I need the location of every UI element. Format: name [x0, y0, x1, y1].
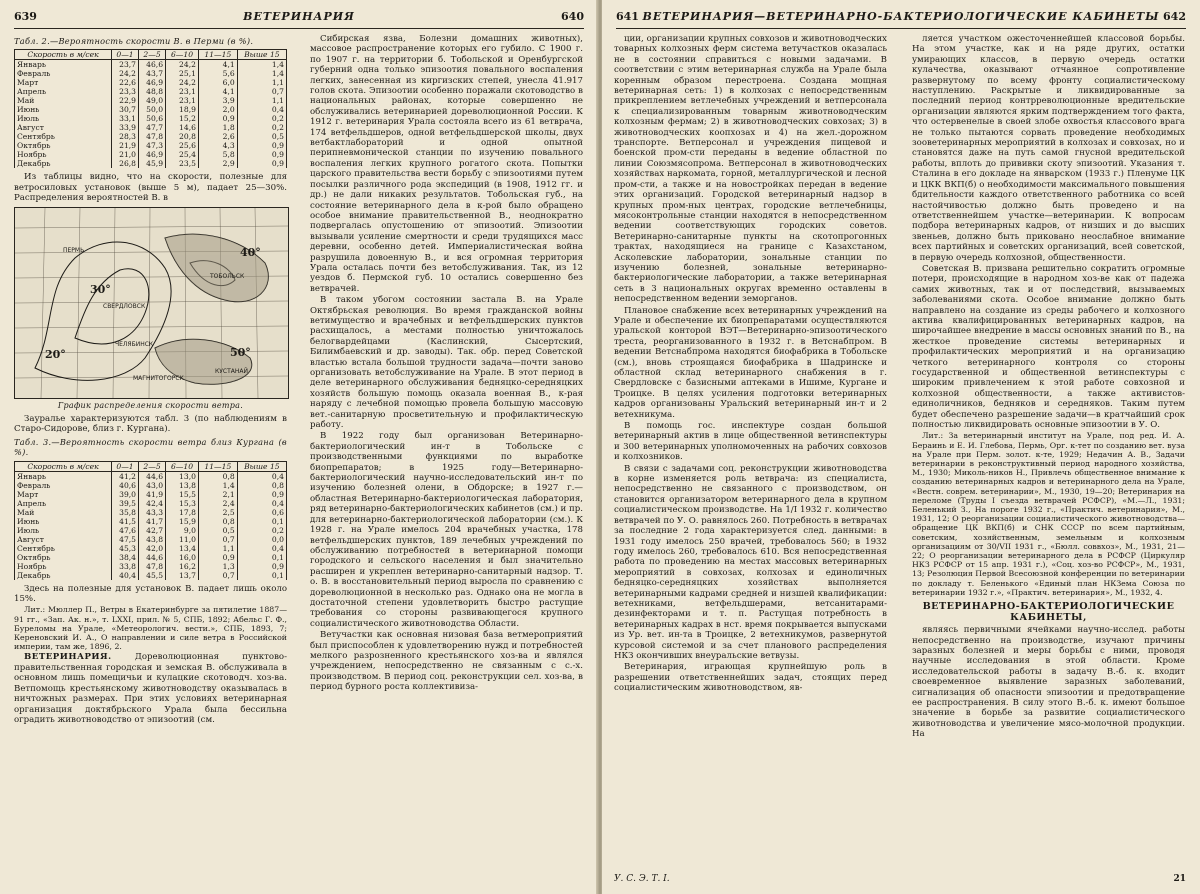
veterinary-paragraph-9: Ветеринария, играющая крупнейшую роль в разрешении ответственнейших задач, стоящих перед социалистическим животноводством, яв- [614, 662, 887, 694]
left-running-header [14, 10, 584, 29]
footer-signature: У. С. Э. Т. I. [614, 874, 670, 884]
veterinary-paragraph-2: В таком убогом состоянии застала В. на Урале Октябрьская революция. Во время гражданской войны ветимущество и врачебных и ветфельдшерских пунктов расхищалось, а местами полностью уничтожалось белогвардейцами (Каслинский, Сысертский, Билимбаевский и др. заводы). Так. обр. перед Советской властью встала большой трудности задача—почти заново организовать ветобслуживание на Урале. В этот период в деле ветеринарного обслуживания бедняцко-середняцких хозяйств большую помощь оказала военная В., к-рая наряду с лечебной помощью провела большую массовую вет.-санитарную просветительную и профилактическую работу. [310, 295, 583, 431]
veterinary-paragraph-5: ции, организации крупных совхозов и животноводческих товарных колхозных ферм система ветучастков оказалась не в состоянии справиться с новыми задачами. В соответствии с этим ветеринарная служба на Урале была коренным образом перестроена. Создана мощная ветеринарная сеть: 1) в колхозах с непосредственным прикреплением ветлечебных учреждений и ветперсонала к специализированным товарным животноводческим колхозным фермам; 2) в животноводческих совхозах; 3) в животноводческих коопхозах и 4) на жел.-дорожном транспорте. Ветперсонал и учреждения пищевой и боенской пром-сти переданы в ведение областной по линии Союзмясопрома. Ветперсонал в животноводческих хозяйствах наркомата, горной, металлургической и лесной пром-сти, а также и на новостройках передан в ведение этих организаций. Городской ветеринарный надзор в крупных пром-ных центрах, городские ветлечебницы, мясоконтрольные станции находятся в непосредственном ведении соответствующих городских советов. Ветеринарно-санитарные пункты на скотопрогонных трактах, находящиеся на границе с Казахстаном, Асколевские лаборатории, зональные станции по изучению болезней, зональные ветеринарно-бактериологические лаборатории, а также ветеринарная сеть в 3 национальных округах временно оставлены в непосредственном ведении земорганов. [614, 34, 887, 305]
veterinary-paragraph-6: Плановое снабжение всех ветеринарных учреждений на Урале и обеспечение их биопрепаратами осуществляются уральской конторой ВЭТ—Ветеринарно-эпизоотического треста, реорганизованного в 1932 г. в Ветснабпром. В ведении Ветснабпрома находятся биофабрика в Тобольске (см.), вновь строящаяся биофабрика в Шадринске и областной склад ветеринарного снабжения в г. Свердловске с базисными аптеками в Ишиме, Кургане и Троицке. В целях усиления подготовки ветеринарных кадров организованы Уральский ветеринарный ин-т и 2 ветехникума. [614, 305, 887, 420]
wind-paragraph-3: Здесь на полезные для установок В. падает лишь около 15%. [14, 583, 287, 605]
table2-cell: 49,0 [139, 96, 166, 105]
table2-cell: 21,0 [112, 150, 139, 159]
table2-cell: 26,8 [112, 159, 139, 168]
table3-cell: 44,6 [139, 471, 166, 481]
table2-cell: 1,4 [237, 69, 286, 78]
table2-cell: 14,6 [166, 123, 199, 132]
table2-cell: Ноябрь [15, 150, 112, 159]
table2-cell: 0,9 [237, 150, 286, 159]
table3-cell: 16,2 [166, 562, 199, 571]
table3-cell: 16,0 [166, 553, 199, 562]
table3-cell: 40,4 [112, 571, 139, 580]
table2-row [15, 132, 287, 141]
table2-cell: 23,1 [166, 87, 199, 96]
table2-cell: Февраль [15, 69, 112, 78]
map-label-city: ТОБОЛЬСК [210, 272, 245, 280]
table2-cell: 33,9 [112, 123, 139, 132]
table2-row [15, 123, 287, 132]
table3-cell: 0,1 [237, 571, 286, 580]
section-title-veterinary: ВЕТЕРИНАРИЯ. [24, 652, 112, 663]
table2-cell: 5,8 [198, 150, 237, 159]
table2-cell: Март [15, 78, 112, 87]
page-number-641: 641 [616, 10, 639, 23]
table2-cell: 33,1 [112, 114, 139, 123]
table3-cell: 47,8 [139, 562, 166, 571]
table2-cell: Июнь [15, 105, 112, 114]
table3-caption: Табл. 3.—Вероятность скорости ветра близ Кургана (в %). [14, 436, 287, 458]
table3-cell: 0,1 [237, 553, 286, 562]
table2-cell: 0,9 [198, 114, 237, 123]
table2-cell: 24,2 [112, 69, 139, 78]
table3-cell: Июль [15, 526, 112, 535]
wind-paragraph-2: Зауралье характеризуются табл. 3 (по наблюдениям в Старо-Сидорове, близ г. Кургана). [14, 414, 287, 435]
map-label-city: КУСТАНАЙ [215, 367, 248, 375]
table3-cell: 2,5 [198, 508, 237, 517]
table3-cell: 41,5 [112, 517, 139, 526]
table2-cell: 0,2 [237, 123, 286, 132]
table2-cell: Апрель [15, 87, 112, 96]
column-2 [310, 34, 583, 694]
table3-cell: 13,4 [166, 544, 199, 553]
table3-cell: 41,7 [139, 517, 166, 526]
table3-row [15, 562, 287, 571]
table2-cell: 4,1 [198, 87, 237, 96]
table2-cell: Октябрь [15, 141, 112, 150]
map-isoline-value: 40° [240, 245, 261, 259]
table3-cell: 0,1 [237, 517, 286, 526]
table2-row [15, 78, 287, 87]
table2-cell: 46,6 [139, 60, 166, 70]
left-page [0, 0, 598, 894]
table3-cell: 38,4 [112, 553, 139, 562]
table3-cell: 9,0 [166, 526, 199, 535]
table2-cell: 1,4 [237, 60, 286, 70]
veterinary-paragraph-8: В связи с задачами соц. реконструкции животноводства в корне изменяется роль ветврача: из специалиста, непосредственно не связанного с производством, он становится организатором ветеринарного дела в крупном социалистическом производстве. На 1/I 1932 г. количество ветврачей по У. О. равнялось 260. Потребность в ветврачах за последние 2 года характеризуется след. данными: в 1931 году имелось 250 врачей, требовалось 560; в 1932 году имелось 260, требовалось 610. Вся непосредственная работа по проведению на местах массовых ветеринарных мероприятий в совхозах, колхозах и единоличных бедняцко-середняцких хозяйствах выполняется ветеринарными кадрами средней и низшей квалификации: ветехниками, ветфельдшерами, ветсанитарами-дезинфекторами и т. п. Растущая потребность в ветеринарных кадрах в нст. время покрывается выпусками из Ур. вет. ин-та в Троицке, 2 ветехникумов, развернутой курсовой системой и за счет планового распределения НКЗ окончивших внеуральские ветвузы. [614, 463, 887, 661]
table3-cell: Февраль [15, 481, 112, 490]
table3-row [15, 471, 287, 481]
table2-caption: Табл. 2.—Вероятность скорости В. в Перми (в %). [14, 36, 254, 46]
table3-cell: 47,5 [112, 535, 139, 544]
table3-cell: 0,9 [198, 553, 237, 562]
map-isoline-value: 20° [45, 347, 66, 361]
table3-cell: 0,0 [237, 535, 286, 544]
table3-cell: 0,7 [198, 535, 237, 544]
table3-cell: 2,4 [198, 499, 237, 508]
map-label-city: ЧЕЛЯБИНСК [115, 340, 154, 348]
literature-veterinary: Лит.: За ветеринарный институт на Урале, под ред. И. А. Бераинь и Е. И. Глебова, Пермь, Орг. к-тет по созданию вет. вуза на Урале при Перм. золот. к-те, 1929; Недачин А. В., Задачи ветеринарии в реконструктивный период народного хозяйства, М., 1930; Миколь-ников Н., Привлечь общественное внимание к созданию ветеринарных кадров и ветеринарного дела на Урале, «Вестн. соврем. ветеринарии», М., 1930, 19—20; Ветеринария на переломе (Труды I съезда ветврачей РСФСР), «М.—Л., 1931; Беленький З., На пороге 1932 г., «Практич. ветеринария», М., 1931, 12; О реорганизации социалистического животноводства—обращение ЦК ВКП(б) и СНК СССР по всем партийным, советским, хозяйственным, земельным и колхозным организациям от 30/VII 1931 г., «Бюлл. соввхоз», М., 1931, 21—22; О реорганизации ветеринарного дела в РСФСР (Циркуляр НКЗ РСФСР от 15 апр. 1931 г.), «Соц. хоз-во РСФСР», М., 1931, 13; Резолюция Первой Всесоюзной конференции по ветеринарии по докладу т. Беленького «Единый план НКЗема Союза по ветеринарии 1932 г.», «Практич. ветеринария», М., 1932, 4. [912, 431, 1185, 597]
veterinary-intro-text: Дореволюционная пунктово-правительственная городская и земская В. обслуживала в основном лишь помещичьи и кулацкие скотоводч. хоз-ва. Ветпомощь крестьянскому животноводству оказывалась в ничтожных размерах. При этих условиях ветеринарная организация доктябрьского Урала была бессильна оградить животноводство от эпизоотий (см. [14, 652, 288, 725]
table3-cell: Март [15, 490, 112, 499]
table3-cell: Май [15, 508, 112, 517]
table3-cell: 1,4 [198, 481, 237, 490]
table3-cell: 0,7 [198, 571, 237, 580]
veterinary-paragraph-4: Ветучастки как основная низовая база ветмероприятий был приспособлен к удовлетворению нужд и потребностей мелкого разрозненного крестьянского хоз-ва и являлся учреждением, непосредственно не связанным с с.-х. производством. В период соц. реконструкции сел. хоз-ва, в период бурного роста коллективиза- [310, 630, 583, 693]
page-number-642: 642 [1163, 10, 1186, 23]
table3-cell: 42,0 [139, 544, 166, 553]
column-4 [912, 34, 1185, 741]
table3-cell: 45,3 [112, 544, 139, 553]
table3-cell: Октябрь [15, 553, 112, 562]
table2-row [15, 159, 287, 168]
map-isoline-value: 50° [230, 345, 251, 359]
table2-cell: 5,6 [198, 69, 237, 78]
right-running-header [616, 10, 1186, 29]
table3-cell: Июнь [15, 517, 112, 526]
table2-cell: 20,8 [166, 132, 199, 141]
table2-cell: 25,1 [166, 69, 199, 78]
section-heading-bacteriological-cabinets: ВЕТЕРИНАРНО-БАКТЕРИОЛОГИЧЕСКИЕ КАБИНЕТЫ, [922, 601, 1175, 624]
table2-cell: 46,9 [139, 78, 166, 87]
table3-cell: 45,5 [139, 571, 166, 580]
table2-cell: 24,2 [166, 60, 199, 70]
table3-row [15, 490, 287, 499]
table2-cell: 24,2 [166, 78, 199, 87]
table3-cell: 11,0 [166, 535, 199, 544]
table2-row [15, 69, 287, 78]
table3-cell: 0,5 [198, 526, 237, 535]
table2-header-cell: Выше 15 [237, 50, 286, 60]
table3-cell: 2,1 [198, 490, 237, 499]
literature-wind: Лит.: Мюллер П., Ветры в Екатеринбурге за пятилетие 1887—91 гг., «Зап. Ак. н.», т. LXXI, прил. № 5, СПБ, 1892; Абельс Г. Ф., Буреломы на Урале, «Метеорологич. вести.», СПБ, 1893, 7; Кереновский И. А., О направлении и силе ветра в Российской империи, там же, 1896, 2. [14, 605, 287, 652]
table2-row [15, 114, 287, 123]
map-isoline-value: 30° [90, 282, 111, 296]
table3-cell: Август [15, 535, 112, 544]
wind-paragraph-1: Из таблицы видно, что на скорости, полезные для ветросиловых установок (выше 5 м), падает 25—30%. Распределения вероятностей В. в [14, 172, 287, 204]
table3-cell: 35,8 [112, 508, 139, 517]
table2-cell: 25,4 [166, 150, 199, 159]
column-3 [614, 34, 887, 695]
table3-cell: Ноябрь [15, 562, 112, 571]
table2-cell: 1,1 [237, 78, 286, 87]
veterinary-paragraph-1: Сибирская язва, Болезни домашних животных), массовое распространение которых его губило. С 1900 г. по 1907 г. на территории б. Тобольской и Оренбургской губерний одна только эпизоотия повального воспаления легких, занесенная из киргизских степей, унесла 41.917 голов скота. Эпизоотии особенно поражали скотоводство в национальных районах, которые совершенно не обслуживались ветеринарией дореволюционной России. К 1912 г. ветеринария Урала состояла всего из 61 ветврача, 174 ветфельдшеров, одной ветфельдшерской школы, двух ветбактлабораторий и одной опытной перипневмонической станции по изучению повального воспаления легких крупного рогатого скота. Попытки царского правительства вести борьбу с эпизоотиями путем посылки различного рода экспедиций (в 1908, 1912 гг. и др.) не дали никаких результатов. Тобольская губ., на состояние ветеринарного дела в к-рой было обращено особое внимание правительственной В., неоднократно подвергалась опустошению от эпизоотий. Эпизоотии вызывали усиление смертности и среди трудящихся масс деревни, особенно детей. Империалистическая война разрушила довоенную В., и вся огромная территория Урала осталась почти без ветобслуживания. Так, из 12 уездов б. Пермской губ. 10 остались совершенно без ветврачей. [310, 34, 583, 294]
table3-row [15, 535, 287, 544]
table2-header-cell: 0—1 [112, 50, 139, 60]
veterinary-paragraph-11: Советская В. призвана решительно сократить огромные потери, происходящие в народном хоз-ве как от падежа самих животных, так и от последствий, вызываемых заболеваниями скота. Особое внимание должно быть направлено на создание из среды рабочего и колхозного актива квалифицированных ветеринарных кадров, на широчайшее внедрение в массы основных знаний по В., на жесткое проведение системы ветеринарных и профилактических мероприятий и на организацию четкого ветеринарного контроля со стороны государственной и общественной ветинспектуры с широким привлечением к этой работе совхозной и колхозной общественности, а также активистов-единоличников, бедняков и середняков. Таким путем будет обеспечено разрешение задачи—в кратчайший срок полностью ликвидировать основные эпизоотии в У. О. [912, 263, 1185, 431]
table3-header-cell: 0—1 [112, 461, 139, 471]
table2-cell: 18,9 [166, 105, 199, 114]
table3-cell: 43,8 [139, 535, 166, 544]
table2-cell: 23,3 [112, 87, 139, 96]
table2-cell: 2,0 [198, 105, 237, 114]
table3-cell: 1,1 [198, 544, 237, 553]
table3-row [15, 508, 287, 517]
table3-cell: 0,9 [237, 562, 286, 571]
page-number-639: 639 [14, 10, 37, 23]
table2-cell: 22,9 [112, 96, 139, 105]
table3-header-cell: Выше 15 [237, 461, 286, 471]
table2-cell: Май [15, 96, 112, 105]
table2-cell: Январь [15, 60, 112, 70]
table3-header-cell: 2—5 [139, 461, 166, 471]
table2-cell: 3,9 [198, 96, 237, 105]
table2-cell: 50,0 [139, 105, 166, 114]
table3-cell: 0,8 [198, 471, 237, 481]
table3-cell: 47,6 [112, 526, 139, 535]
table3-cell: 44,6 [139, 553, 166, 562]
table3-header-cell: Скорость в м/сек [15, 461, 112, 471]
table2-cell: 50,6 [139, 114, 166, 123]
table2-cell: Сентябрь [15, 132, 112, 141]
map-caption: График распределения скорости ветра. [57, 400, 244, 410]
table2-cell: 0,4 [237, 105, 286, 114]
table3-cell: 0,8 [237, 481, 286, 490]
table2-cell: 21,9 [112, 141, 139, 150]
table3-cell: 0,9 [237, 490, 286, 499]
table2-cell: 47,3 [139, 141, 166, 150]
table3-cell: Декабрь [15, 571, 112, 580]
table3-cell: 0,4 [237, 471, 286, 481]
table2-cell: 4,3 [198, 141, 237, 150]
table2-cell: 0,9 [237, 141, 286, 150]
table3-cell: 15,5 [166, 490, 199, 499]
table3-body [15, 471, 287, 580]
table2-header-cell: 6—10 [166, 50, 199, 60]
veterinary-paragraph-10: ляется участком ожесточеннейшей классовой борьбы. На этом участке, как и на ряде других, остатки умирающих классов, в первую очередь остатки кулачества, оказывают отчаянное сопротивление развернутому по всему фронту социалистическому наступлению. Раскрытые и ликвидированные за последний период контрреволюционные вредительские организации являются ярким подтверждением того факта, что остервенелые в своей злобе охвостья классового врага не только пытаются сорвать проведение необходимых зооветеринарных мероприятий в колхозах и совхозах, но и становятся даже на путь самой гнусной вредительской работы, вплоть до прививки скоту эпизоотий. Указания т. Сталина в его докладе на январском (1933 г.) Пленуме ЦК и ЦКК ВКП(б) о необходимости максимального повышения бдительности каждого ответственного работника со всей настойчивостью должно быть проведено и на ответственнейшем участке—ветеринарии. К вопросам подбора ветеринарных кадров, от низших и до высших звеньев, должно быть приковано неослабное внимание всех партийных и советских организаций, всей советской, в первую очередь колхозной, общественности. [912, 34, 1185, 263]
map-label-city: ПЕРМЬ [63, 246, 85, 254]
table2-row [15, 96, 287, 105]
table3-cell: 15,3 [166, 499, 199, 508]
table3-cell: 39,5 [112, 499, 139, 508]
table2 [14, 49, 287, 168]
table3-cell: 17,8 [166, 508, 199, 517]
table3-cell: 42,7 [139, 526, 166, 535]
table2-row [15, 105, 287, 114]
table2-cell: Декабрь [15, 159, 112, 168]
table3-header-cell: 6—10 [166, 461, 199, 471]
table3-row [15, 499, 287, 508]
table2-cell: 0,9 [237, 159, 286, 168]
table3-cell: 0,4 [237, 544, 286, 553]
table3-cell: 41,2 [112, 471, 139, 481]
table3-cell: 43,3 [139, 508, 166, 517]
table2-cell: 6,0 [198, 78, 237, 87]
table3-row [15, 544, 287, 553]
table3-cell: 13,0 [166, 471, 199, 481]
table2-body [15, 60, 287, 169]
table2-row [15, 60, 287, 70]
table3-cell: 0,6 [237, 508, 286, 517]
table3-cell: 42,4 [139, 499, 166, 508]
page-number-640: 640 [561, 10, 584, 23]
table3-cell: Апрель [15, 499, 112, 508]
table3-cell: 0,8 [198, 517, 237, 526]
table3-cell: 33,8 [112, 562, 139, 571]
table2-cell: 47,8 [139, 132, 166, 141]
table2-row [15, 87, 287, 96]
table2-cell: 2,9 [198, 159, 237, 168]
table2-cell: 46,9 [139, 150, 166, 159]
table3 [14, 461, 287, 580]
table2-cell: 0,7 [237, 87, 286, 96]
table3-cell: 0,4 [237, 499, 286, 508]
table3-row [15, 526, 287, 535]
map-label-city: СВЕРДЛОВСК [103, 302, 146, 310]
table2-cell: 22,6 [112, 78, 139, 87]
table3-cell: 41,9 [139, 490, 166, 499]
table2-cell: 43,7 [139, 69, 166, 78]
veterinary-intro [14, 652, 287, 725]
table2-header-cell: 11—15 [198, 50, 237, 60]
table3-row [15, 481, 287, 490]
table2-cell: 23,1 [166, 96, 199, 105]
map-label-city: МАГНИТОГОРСК [133, 374, 184, 382]
table3-row [15, 553, 287, 562]
table2-cell: 48,8 [139, 87, 166, 96]
right-page [602, 0, 1200, 894]
table2-cell: 23,7 [112, 60, 139, 70]
table2-row [15, 141, 287, 150]
cabinets-paragraph: являясь первичными ячейками научно-исслед. работы непосредственно на производстве, изучают причины заразных болезней и меры борьбы с ними, проводя научные исследования в этой области. Кроме исследовательской работы в задачу В.-б. к. входит своевременное выявление заразных заболеваний, сигнализация об опасности эпизоотии и предотвращение ее распространения. В силу этого В.-б. к. имеют большое значение в борьбе за развитие социалистического животноводства и увеличение мясо-молочной продукции. На [912, 625, 1185, 740]
table3-cell: 43,0 [139, 481, 166, 490]
table2-cell: 45,9 [139, 159, 166, 168]
table2-cell: 1,8 [198, 123, 237, 132]
wind-distribution-map [14, 207, 289, 399]
left-running-title: ВЕТЕРИНАРИЯ [243, 10, 355, 23]
table2-cell: 23,5 [166, 159, 199, 168]
table3-cell: Сентябрь [15, 544, 112, 553]
table3-row [15, 517, 287, 526]
table3-cell: 0,2 [237, 526, 286, 535]
table2-cell: 0,5 [237, 132, 286, 141]
table2-cell: 1,1 [237, 96, 286, 105]
table2-cell: 0,2 [237, 114, 286, 123]
table3-cell: 13,7 [166, 571, 199, 580]
table2-row [15, 150, 287, 159]
table2-cell: 25,6 [166, 141, 199, 150]
table3-cell: 15,9 [166, 517, 199, 526]
veterinary-paragraph-3: В 1922 году был организован Ветеринарно-бактериологический ин-т в Тобольске с производственными функциями по выработке биопрепаратов; в 1925 году—Ветеринарно-бактериологический научно-исследовательский ин-т по изучению болезней олени, в Обдорске; в 1927 г.—областная Ветеринарно-бактериологическая лаборатория, ряд ветеринарно-бактериологических кабинетов (см.) и пр. для ветеринарно-бактериологической лаборатории (см.). К 1928 г. на Урале имелось 204 врачебных участка, 178 ветфельдшерских пунктов, 189 лечебных учреждений по обслуживанию потребностей в ветеринарной помощи городского и сельского населения и был значительно расширен и укреплен ветеринарно-санитарный надзор. Т. о. В. в восстановительный период выросла по сравнению с дореволюционной в несколько раз. Однако она не могла в достаточной степени удовлетворить быстро растущие требования со стороны развивающегося крупного социалистического животноводства Области. [310, 431, 583, 629]
table2-cell: 28,3 [112, 132, 139, 141]
table3-cell: 13,8 [166, 481, 199, 490]
table2-cell: 2,6 [198, 132, 237, 141]
table2-cell: 30,7 [112, 105, 139, 114]
column-1 [14, 34, 287, 726]
table3-cell: 39,0 [112, 490, 139, 499]
footer-sheet-number: 21 [1173, 874, 1186, 884]
table2-cell: 47,7 [139, 123, 166, 132]
table3-header-cell: 11—15 [198, 461, 237, 471]
table3-cell: 1,3 [198, 562, 237, 571]
table2-cell: 4,1 [198, 60, 237, 70]
table2-cell: Август [15, 123, 112, 132]
table2-header-cell: Скорость в м/сек [15, 50, 112, 60]
table3-row [15, 571, 287, 580]
table2-cell: Июль [15, 114, 112, 123]
table2-cell: 15,2 [166, 114, 199, 123]
table2-header-cell: 2—5 [139, 50, 166, 60]
table3-cell: 40,6 [112, 481, 139, 490]
veterinary-paragraph-7: В помощь гос. инспектуре создан большой ветеринарный актив в лице общественной ветинспектуры и 300 ветеринарных уполномоченных на рабочих совхозов и колхозников. [614, 421, 887, 463]
right-running-title: ВЕТЕРИНАРИЯ—ВЕТЕРИНАРНО-БАКТЕРИОЛОГИЧЕСКИЕ КАБИНЕТЫ [642, 10, 1160, 23]
table3-cell: Январь [15, 471, 112, 481]
